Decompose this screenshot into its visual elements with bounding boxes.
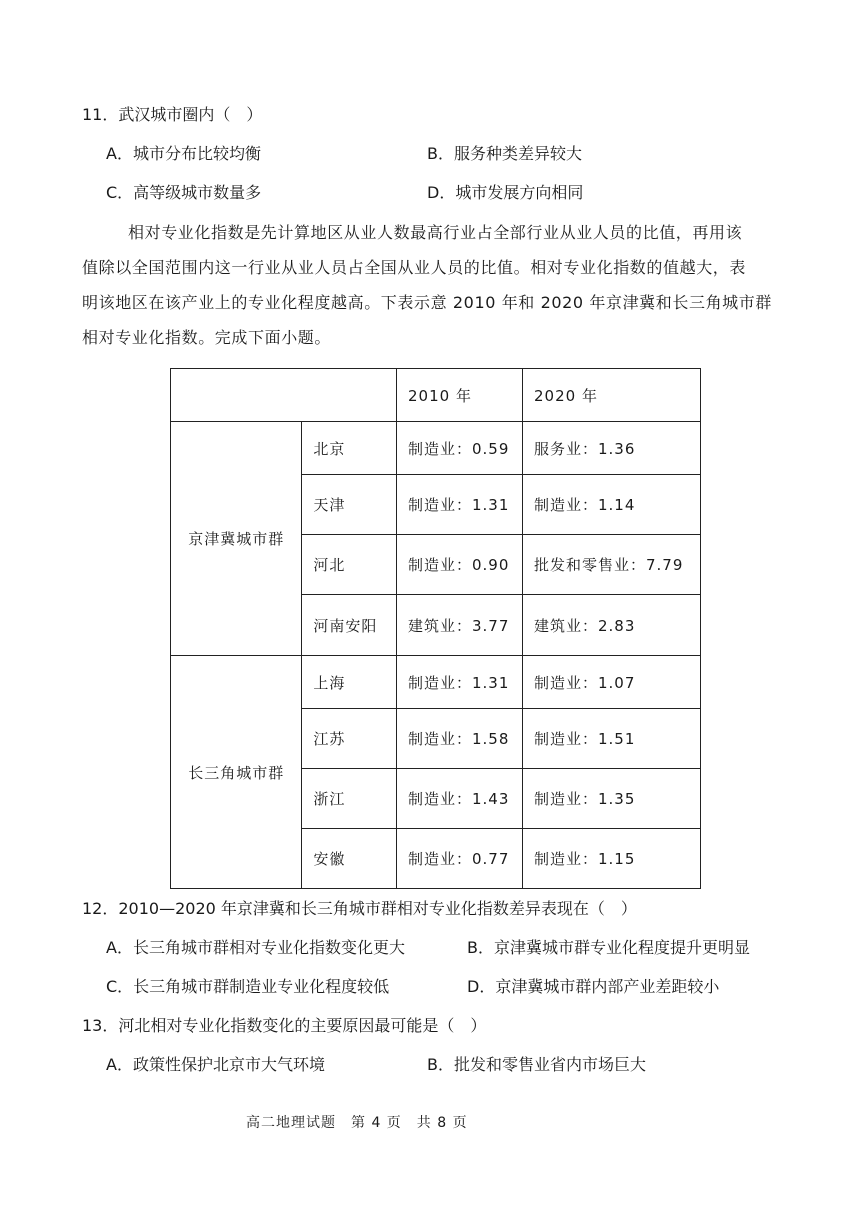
passage-line-1: 相对专业化指数是先计算地区从业人数最高行业占全部行业从业人员的比值，再用该	[128, 223, 743, 242]
question-12-option-a: A．长三角城市群相对专业化指数变化更大	[106, 938, 405, 957]
table-row	[171, 422, 701, 475]
passage	[82, 215, 782, 355]
value-2010-cell: 制造业：0.77	[397, 829, 523, 889]
region-cell: 上海	[302, 656, 397, 709]
region-cell: 河北	[302, 535, 397, 595]
value-2010-cell: 建筑业：3.77	[397, 595, 523, 656]
group-jingjinji: 京津冀城市群	[171, 422, 302, 656]
passage-line-4: 相对专业化指数。完成下面小题。	[82, 328, 332, 347]
value-2020-cell: 制造业：1.35	[523, 769, 701, 829]
table-header-2020: 2020 年	[523, 369, 701, 422]
value-2020-cell: 建筑业：2.83	[523, 595, 701, 656]
value-2020-cell: 制造业：1.15	[523, 829, 701, 889]
region-cell: 江苏	[302, 709, 397, 769]
value-2010-cell: 制造业：0.59	[397, 422, 523, 475]
value-2010-cell: 制造业：1.31	[397, 475, 523, 535]
value-2020-cell: 批发和零售业：7.79	[523, 535, 701, 595]
passage-line-2: 值除以全国范围内这一行业从业人员占全国从业人员的比值。相对专业化指数的值越大，表	[82, 258, 747, 277]
region-cell: 天津	[302, 475, 397, 535]
question-13-option-b: B．批发和零售业省内市场巨大	[427, 1055, 646, 1074]
table-header-row	[171, 369, 701, 422]
region-cell: 北京	[302, 422, 397, 475]
group-yangtze-delta: 长三角城市群	[171, 656, 302, 889]
question-11-option-a: A．城市分布比较均衡	[106, 144, 261, 163]
value-2010-cell: 制造业：0.90	[397, 535, 523, 595]
question-13-option-a: A．政策性保护北京市大气环境	[106, 1055, 325, 1074]
question-11-option-c: C．高等级城市数量多	[106, 183, 262, 202]
page-footer: 高二地理试题 第 4 页 共 8 页	[246, 1115, 468, 1131]
passage-line-3: 明该地区在该产业上的专业化程度越高。下表示意 2010 年和 2020 年京津冀和长三角城市群	[82, 293, 772, 312]
question-13-stem: 13．河北相对专业化指数变化的主要原因最可能是（ ）	[82, 1016, 487, 1035]
value-2020-cell: 服务业：1.36	[523, 422, 701, 475]
question-11-stem: 11．武汉城市圈内（ ）	[82, 105, 263, 124]
value-2020-cell: 制造业：1.07	[523, 656, 701, 709]
table-header-blank	[171, 369, 397, 422]
question-11-option-d: D．城市发展方向相同	[427, 183, 584, 202]
question-12-stem: 12．2010—2020 年京津冀和长三角城市群相对专业化指数差异表现在（ ）	[82, 899, 637, 918]
question-12-option-c: C．长三角城市群制造业专业化程度较低	[106, 977, 390, 996]
value-2020-cell: 制造业：1.14	[523, 475, 701, 535]
table-row	[171, 656, 701, 709]
specialization-index-table	[170, 368, 701, 889]
question-12-option-d: D．京津冀城市群内部产业差距较小	[467, 977, 720, 996]
value-2020-cell: 制造业：1.51	[523, 709, 701, 769]
region-cell: 安徽	[302, 829, 397, 889]
value-2010-cell: 制造业：1.43	[397, 769, 523, 829]
region-cell: 河南安阳	[302, 595, 397, 656]
region-cell: 浙江	[302, 769, 397, 829]
question-11-option-b: B．服务种类差异较大	[427, 144, 582, 163]
question-12-option-b: B．京津冀城市群专业化程度提升更明显	[467, 938, 750, 957]
value-2010-cell: 制造业：1.58	[397, 709, 523, 769]
value-2010-cell: 制造业：1.31	[397, 656, 523, 709]
table-header-2010: 2010 年	[397, 369, 523, 422]
